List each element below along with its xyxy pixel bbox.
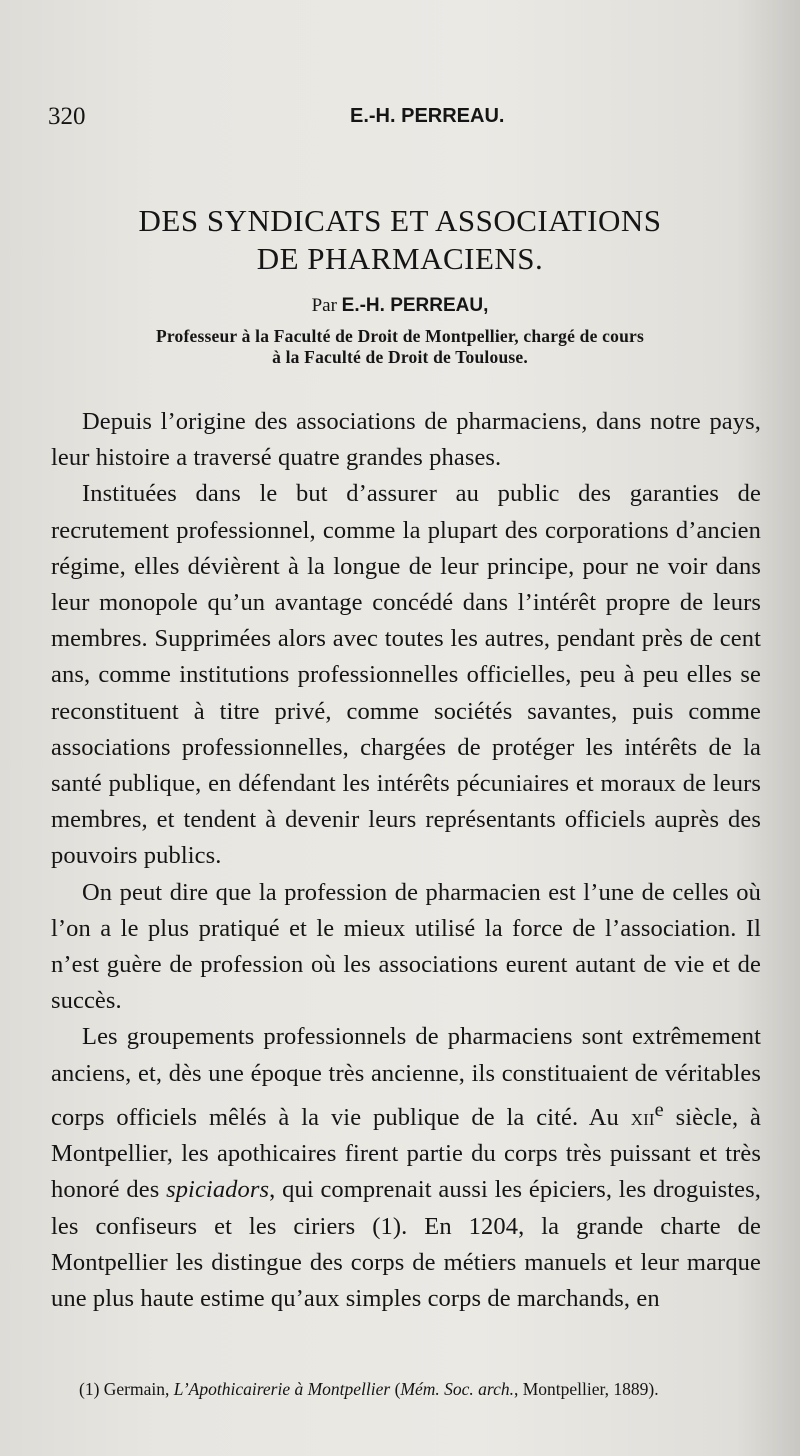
footnote-marker: (1) (79, 1379, 100, 1399)
author-name: E.-H. PERREAU, (341, 295, 489, 316)
footnote (51, 1378, 767, 1400)
running-header (48, 103, 748, 133)
running-head-author: E.-H. PERREAU. (350, 105, 505, 127)
byline-prefix: Par (311, 295, 337, 316)
century-numeral: xii (630, 1104, 655, 1132)
article-title (60, 202, 740, 278)
footnote-journal: Mém. Soc. arch. (400, 1379, 514, 1399)
paragraph-4 (51, 1019, 761, 1317)
century-superscript: e (654, 1098, 664, 1121)
affiliation-line-1: Professeur à la Faculté de Droit de Montpellier, chargé de cours (156, 326, 644, 346)
title-line-2: DE PHARMACIENS. (256, 241, 544, 276)
title-line-1: DES SYNDICATS ET ASSOCIATIONS (138, 203, 662, 238)
article-body (51, 404, 761, 1317)
paragraph-2: Instituées dans le but d’assurer au public des garanties de recrutement professionnel, comme la plupart des corporations d’ancien régime, elles dévièrent à la longue de leur principe, pour ne voir dans leur monopole qu’un avantage concédé dans l’intérêt propre de leurs membres. Supprimées alors avec toutes les autres, pendant près de cent ans, comme institutions professionnelles officielles, peu à peu elles se reconstituent à titre privé, comme sociétés savantes, puis comme associations professionnelles, chargées de protéger les intérêts de la santé publique, en défendant les intérêts pécuniaires et moraux de leurs membres, et tendent à devenir leurs représentants officiels auprès des pouvoirs publics. (51, 480, 761, 870)
footnote-title: L’Apothicairerie à Montpellier (173, 1379, 391, 1399)
footnote-rest: , Montpellier, 1889). (513, 1379, 659, 1399)
paragraph-3: On peut dire que la profession de pharmacien est l’une de celles où l’on a le plus pratiqué et le mieux utilisé la force de l’association. Il n’est guère de profession où les associations eurent autant de vie et de succès. (51, 878, 761, 1015)
paragraph-4-text-c: , qui comprenait aussi les épiciers, les droguistes, les confiseurs et les ciriers (1). En 1204, la grande charte de Montpellier les distingue des corps de métiers manuels et leur marque une plus haute estime qu’aux simples corps de marchands, en (51, 1176, 761, 1313)
byline (40, 295, 760, 317)
paragraph-1: Depuis l’origine des associations de pharmaciens, dans notre pays, leur histoire a traversé quatre grandes phases. (51, 408, 761, 472)
italic-term: spiciadors (166, 1176, 270, 1204)
footnote-open-paren: ( (390, 1379, 401, 1399)
affiliation-line-2: à la Faculté de Droit de Toulouse. (272, 347, 528, 367)
paragraph-4-text-b: siècle, à Montpellier, les apothicaires firent partie du corps très puissant et très honoré des (51, 1104, 761, 1204)
author-affiliation (62, 326, 738, 368)
footnote-author: Germain, (103, 1379, 170, 1399)
paragraph-4-text-a: Les groupements professionnels de pharmaciens sont extrêmement anciens, et, dès une époque très ancienne, ils constituaient de véritables corps officiels mêlés à la vie publique de la cité. Au (51, 1023, 761, 1132)
page-number: 320 (48, 103, 86, 130)
